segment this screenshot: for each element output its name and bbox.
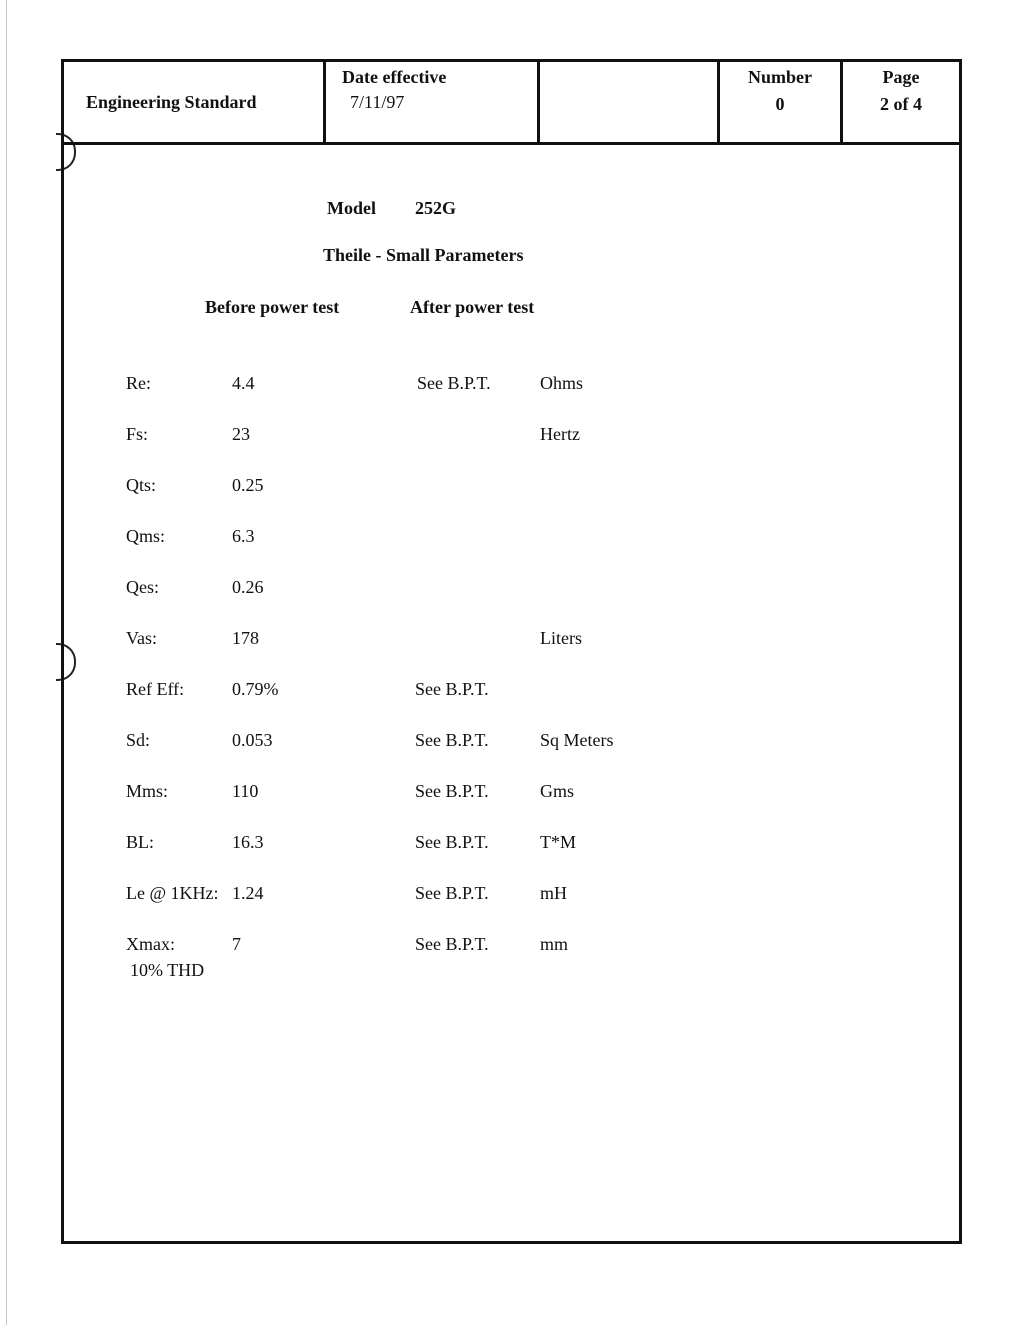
- param-label: Mms:: [126, 781, 169, 801]
- number-label: Number: [748, 67, 812, 87]
- param-after-value: See B.P.T.: [415, 730, 489, 750]
- param-row-fs: [64, 424, 959, 454]
- param-after-value: See B.P.T.: [417, 373, 491, 393]
- number-value: 0: [775, 94, 785, 114]
- page-label: Page: [882, 67, 920, 87]
- param-before-value: 7: [232, 934, 241, 954]
- header-cell-standard: [64, 62, 326, 142]
- column-before-power-test: Before power test: [205, 297, 340, 317]
- param-row-qes: [64, 577, 959, 607]
- param-row-re: [64, 373, 959, 403]
- model-value: 252G: [415, 198, 457, 218]
- param-before-value: 0.25: [232, 475, 264, 495]
- param-before-value: 16.3: [232, 832, 264, 852]
- header-cell-date: [326, 62, 540, 142]
- param-before-value: 6.3: [232, 526, 255, 546]
- param-before-value: 0.053: [232, 730, 273, 750]
- header-cell-number: [720, 62, 843, 142]
- param-label: Ref Eff:: [126, 679, 185, 699]
- param-unit: Gms: [540, 781, 575, 801]
- param-label: Qts:: [126, 475, 157, 495]
- header-table: [64, 62, 959, 145]
- param-label: Fs:: [126, 424, 149, 444]
- param-unit: mH: [540, 883, 567, 903]
- column-after-power-test: After power test: [410, 297, 535, 317]
- param-before-value: 1.24: [232, 883, 264, 903]
- param-before-value: 0.79%: [232, 679, 279, 699]
- param-after-value: See B.P.T.: [415, 679, 489, 699]
- date-label: Date effective: [342, 67, 447, 87]
- document-frame: [61, 59, 962, 1244]
- param-label: Vas:: [126, 628, 157, 648]
- date-value: 7/11/97: [350, 92, 405, 112]
- param-row-qms: [64, 526, 959, 556]
- param-after-value: See B.P.T.: [415, 934, 489, 954]
- param-unit: Sq Meters: [540, 730, 614, 750]
- param-row-bl: [64, 832, 959, 862]
- param-label: Qes:: [126, 577, 159, 597]
- org-label: Engineering Standard: [86, 92, 257, 112]
- param-row-sd: [64, 730, 959, 760]
- param-row-le: [64, 883, 959, 913]
- param-row-vas: [64, 628, 959, 658]
- model-label: Model: [327, 198, 376, 218]
- param-after-value: See B.P.T.: [415, 883, 489, 903]
- param-unit: Ohms: [540, 373, 584, 393]
- param-row-mms: [64, 781, 959, 811]
- xmax-note: 10% THD: [130, 960, 205, 980]
- param-unit: Liters: [540, 628, 582, 648]
- param-row-qts: [64, 475, 959, 505]
- header-cell-page: [843, 62, 959, 142]
- param-after-value: See B.P.T.: [415, 832, 489, 852]
- param-before-value: 4.4: [232, 373, 255, 393]
- subtitle: Theile - Small Parameters: [323, 245, 524, 265]
- header-cell-blank: [540, 62, 720, 142]
- param-label: Re:: [126, 373, 151, 393]
- param-label: Le @ 1KHz:: [126, 883, 219, 903]
- param-label: Qms:: [126, 526, 166, 546]
- param-unit: Hertz: [540, 424, 580, 444]
- param-unit: mm: [540, 934, 569, 954]
- param-before-value: 23: [232, 424, 250, 444]
- page-value: 2 of 4: [880, 94, 922, 114]
- param-row-ref-eff: [64, 679, 959, 709]
- param-before-value: 110: [232, 781, 259, 801]
- param-label: BL:: [126, 832, 155, 852]
- param-unit: T*M: [540, 832, 576, 852]
- param-after-value: See B.P.T.: [415, 781, 489, 801]
- param-before-value: 178: [232, 628, 259, 648]
- param-label: Sd:: [126, 730, 151, 750]
- param-before-value: 0.26: [232, 577, 264, 597]
- param-label: Xmax:: [126, 934, 175, 954]
- scan-edge-line: [6, 0, 7, 1325]
